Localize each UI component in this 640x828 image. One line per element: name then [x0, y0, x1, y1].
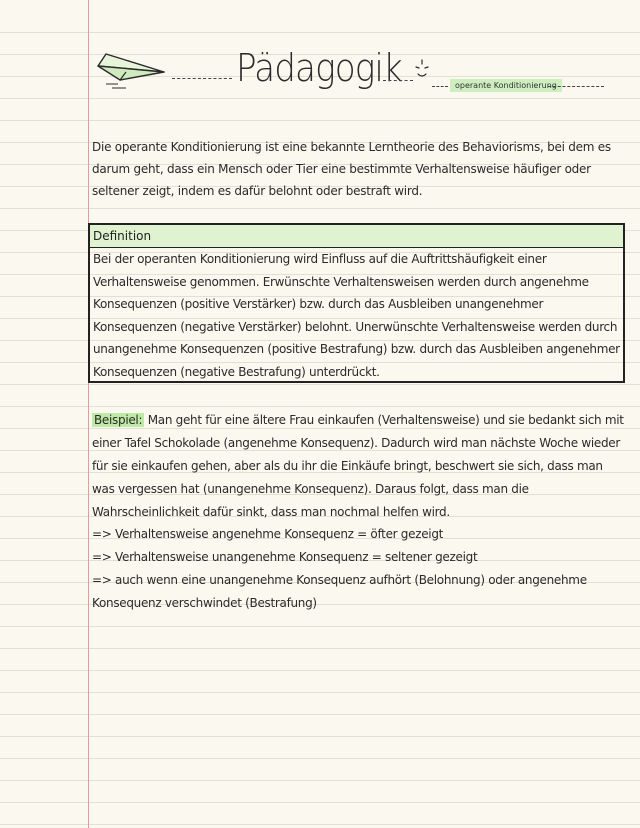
example-paragraph	[92, 409, 626, 524]
title-tag: operante Konditionierung	[450, 79, 562, 92]
title-dash-tag-left	[432, 86, 448, 87]
title-dash-right	[548, 86, 604, 87]
definition-box	[88, 223, 625, 383]
page-header	[0, 0, 640, 120]
conclusion-list	[92, 523, 626, 615]
sparkle-icon	[413, 58, 431, 80]
conclusion-item: => Verhaltensweise angenehme Konsequenz = öfter gezeigt	[92, 527, 444, 541]
example-text: Man geht für eine ältere Frau einkaufen (Verhaltensweise) und sie bedankt sich mit einer Tafel Schokolade (angenehme Konsequenz). Dadurch wird man nächste Woche wieder für sie einkaufen gehen, aber als du ihr die Einkäufe bringt, beschwert sie sich, dass man was vergessen hat (unangenehme Konsequenz). Daraus folgt, dass man die Wahrscheinlichkeit dafür sinkt, dass man nochmal helfen wird.	[92, 413, 624, 519]
conclusion-item: => Verhaltensweise unangenehme Konsequenz = seltener gezeigt	[92, 550, 478, 564]
conclusion-item: => auch wenn eine unangenehme Konsequenz aufhört (Belohnung) oder angenehme Konsequenz verschwindet (Bestrafung)	[92, 573, 587, 610]
definition-heading: Definition	[90, 225, 623, 248]
title-dash-mid	[383, 80, 413, 81]
paper-plane-icon	[96, 50, 168, 90]
margin-line	[88, 0, 89, 828]
title-dash-left	[172, 78, 232, 79]
page-title: Pädagogik	[236, 46, 402, 90]
definition-text: Bei der operanten Konditionierung wird Einfluss auf die Auftrittshäufigkeit einer Verhaltensweise genommen. Erwünschte Verhaltensweisen werden durch angenehme Konsequenzen (positive Verstärker) bzw. durch das Ausbleiben unangenehmer Konsequenzen (negative Verstärker) belohnt. Unerwünschte Verhaltensweise werden durch unangenehme Konsequenzen (positive Bestrafung) bzw. durch das Ausbleiben angenehmer Konsequenzen (negative Bestrafung) unterdrückt.	[93, 252, 620, 379]
example-label: Beispiel:	[94, 413, 143, 427]
intro-paragraph: Die operante Konditionierung ist eine bekannte Lerntheorie des Behaviorisms, bei dem es darum geht, dass ein Mensch oder Tier eine bestimmte Verhaltensweise häufiger oder seltener zeigt, indem es dafür belohnt oder bestraft wird.	[92, 140, 611, 198]
